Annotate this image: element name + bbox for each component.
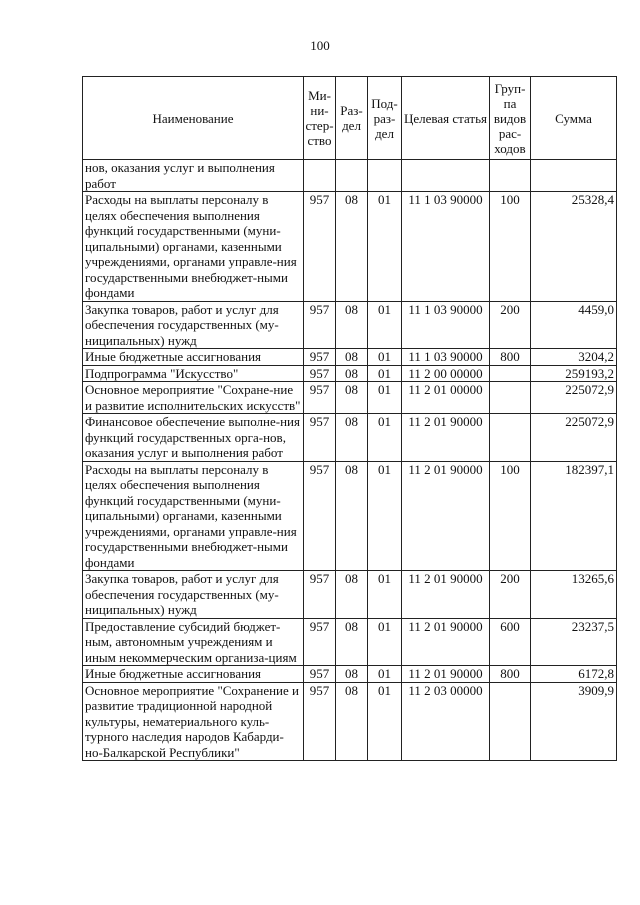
header-name: Наименование	[83, 77, 304, 160]
cell-name: Основное мероприятие "Сохранение и развитие традиционной народной культуры, нематериального куль-турного наследия народов Кабарди-но-Балкарской Республики"	[83, 682, 304, 761]
cell-target: 11 2 03 00000	[402, 682, 490, 761]
table-row	[83, 414, 617, 462]
cell-sum: 3204,2	[531, 349, 617, 366]
table-row	[83, 461, 617, 571]
cell-group	[490, 682, 531, 761]
cell-section: 08	[336, 571, 368, 619]
cell-target: 11 2 00 00000	[402, 365, 490, 382]
cell-ministry	[304, 160, 336, 192]
cell-subsection	[368, 160, 402, 192]
cell-target: 11 2 01 90000	[402, 571, 490, 619]
cell-ministry: 957	[304, 461, 336, 571]
cell-target: 11 2 01 90000	[402, 461, 490, 571]
cell-name: Расходы на выплаты персоналу в целях обеспечения выполнения функций государственными (муни-ципальными) органами, казенными учреждениями, органами управле-ния государственными внебюджет-ными фондами	[83, 192, 304, 302]
cell-sum: 182397,1	[531, 461, 617, 571]
cell-sum: 225072,9	[531, 414, 617, 462]
cell-ministry: 957	[304, 414, 336, 462]
header-target: Целевая статья	[402, 77, 490, 160]
header-section: Раз-дел	[336, 77, 368, 160]
cell-ministry: 957	[304, 365, 336, 382]
cell-target: 11 2 01 90000	[402, 618, 490, 666]
cell-group	[490, 382, 531, 414]
table-row	[83, 301, 617, 349]
cell-group	[490, 414, 531, 462]
cell-section: 08	[336, 349, 368, 366]
table-row	[83, 682, 617, 761]
cell-subsection: 01	[368, 666, 402, 683]
header-sum: Сумма	[531, 77, 617, 160]
table-row	[83, 192, 617, 302]
cell-section: 08	[336, 301, 368, 349]
page-number: 100	[310, 38, 330, 53]
cell-group: 100	[490, 192, 531, 302]
cell-name: Предоставление субсидий бюджет-ным, автономным учреждениям и иным некоммерческим организа-циям	[83, 618, 304, 666]
cell-name: Закупка товаров, работ и услуг для обеспечения государственных (му-ниципальных) нужд	[83, 571, 304, 619]
cell-sum: 13265,6	[531, 571, 617, 619]
cell-sum: 259193,2	[531, 365, 617, 382]
cell-name: Закупка товаров, работ и услуг для обеспечения государственных (му-ниципальных) нужд	[83, 301, 304, 349]
cell-section: 08	[336, 682, 368, 761]
cell-ministry: 957	[304, 349, 336, 366]
cell-subsection: 01	[368, 571, 402, 619]
cell-name: Подпрограмма "Искусство"	[83, 365, 304, 382]
cell-ministry: 957	[304, 571, 336, 619]
cell-group: 100	[490, 461, 531, 571]
cell-ministry: 957	[304, 382, 336, 414]
cell-section	[336, 160, 368, 192]
cell-sum: 225072,9	[531, 382, 617, 414]
cell-subsection: 01	[368, 618, 402, 666]
cell-group: 800	[490, 349, 531, 366]
cell-ministry: 957	[304, 301, 336, 349]
table-row	[83, 349, 617, 366]
cell-name: Иные бюджетные ассигнования	[83, 349, 304, 366]
cell-subsection: 01	[368, 414, 402, 462]
header-group: Груп-па видов рас-ходов	[490, 77, 531, 160]
cell-name: Расходы на выплаты персоналу в целях обеспечения выполнения функций государственными (муни-ципальными) органами, казенными учреждениями, органами управле-ния государственными внебюджет-ными фондами	[83, 461, 304, 571]
cell-group: 800	[490, 666, 531, 683]
cell-sum: 6172,8	[531, 666, 617, 683]
cell-subsection: 01	[368, 382, 402, 414]
cell-section: 08	[336, 365, 368, 382]
header-ministry: Ми-ни-стер-ство	[304, 77, 336, 160]
cell-section: 08	[336, 461, 368, 571]
header-subsection: Под-раз-дел	[368, 77, 402, 160]
cell-section: 08	[336, 382, 368, 414]
cell-subsection: 01	[368, 192, 402, 302]
cell-subsection: 01	[368, 682, 402, 761]
cell-name: Иные бюджетные ассигнования	[83, 666, 304, 683]
cell-ministry: 957	[304, 618, 336, 666]
cell-subsection: 01	[368, 365, 402, 382]
cell-section: 08	[336, 666, 368, 683]
cell-target: 11 2 01 00000	[402, 382, 490, 414]
cell-name: Основное мероприятие "Сохране-ние и развитие исполнительских искусств"	[83, 382, 304, 414]
table-row	[83, 160, 617, 192]
cell-ministry: 957	[304, 682, 336, 761]
cell-ministry: 957	[304, 666, 336, 683]
cell-section: 08	[336, 414, 368, 462]
budget-table	[82, 76, 617, 761]
table-row	[83, 365, 617, 382]
cell-sum: 23237,5	[531, 618, 617, 666]
table-row	[83, 618, 617, 666]
cell-subsection: 01	[368, 461, 402, 571]
cell-target: 11 1 03 90000	[402, 349, 490, 366]
cell-ministry: 957	[304, 192, 336, 302]
cell-group: 200	[490, 301, 531, 349]
cell-target: 11 1 03 90000	[402, 192, 490, 302]
table-header-row	[83, 77, 617, 160]
cell-sum: 3909,9	[531, 682, 617, 761]
cell-target: 11 2 01 90000	[402, 414, 490, 462]
cell-subsection: 01	[368, 349, 402, 366]
table-row	[83, 666, 617, 683]
cell-name: нов, оказания услуг и выполнения работ	[83, 160, 304, 192]
cell-group: 600	[490, 618, 531, 666]
cell-sum: 25328,4	[531, 192, 617, 302]
cell-target	[402, 160, 490, 192]
cell-name: Финансовое обеспечение выполне-ния функций государственных орга-нов, оказания услуг и выполнения работ	[83, 414, 304, 462]
cell-sum: 4459,0	[531, 301, 617, 349]
table-row	[83, 571, 617, 619]
cell-group	[490, 365, 531, 382]
cell-section: 08	[336, 618, 368, 666]
cell-target: 11 2 01 90000	[402, 666, 490, 683]
cell-sum	[531, 160, 617, 192]
cell-group: 200	[490, 571, 531, 619]
cell-section: 08	[336, 192, 368, 302]
cell-group	[490, 160, 531, 192]
cell-target: 11 1 03 90000	[402, 301, 490, 349]
cell-subsection: 01	[368, 301, 402, 349]
table-row	[83, 382, 617, 414]
